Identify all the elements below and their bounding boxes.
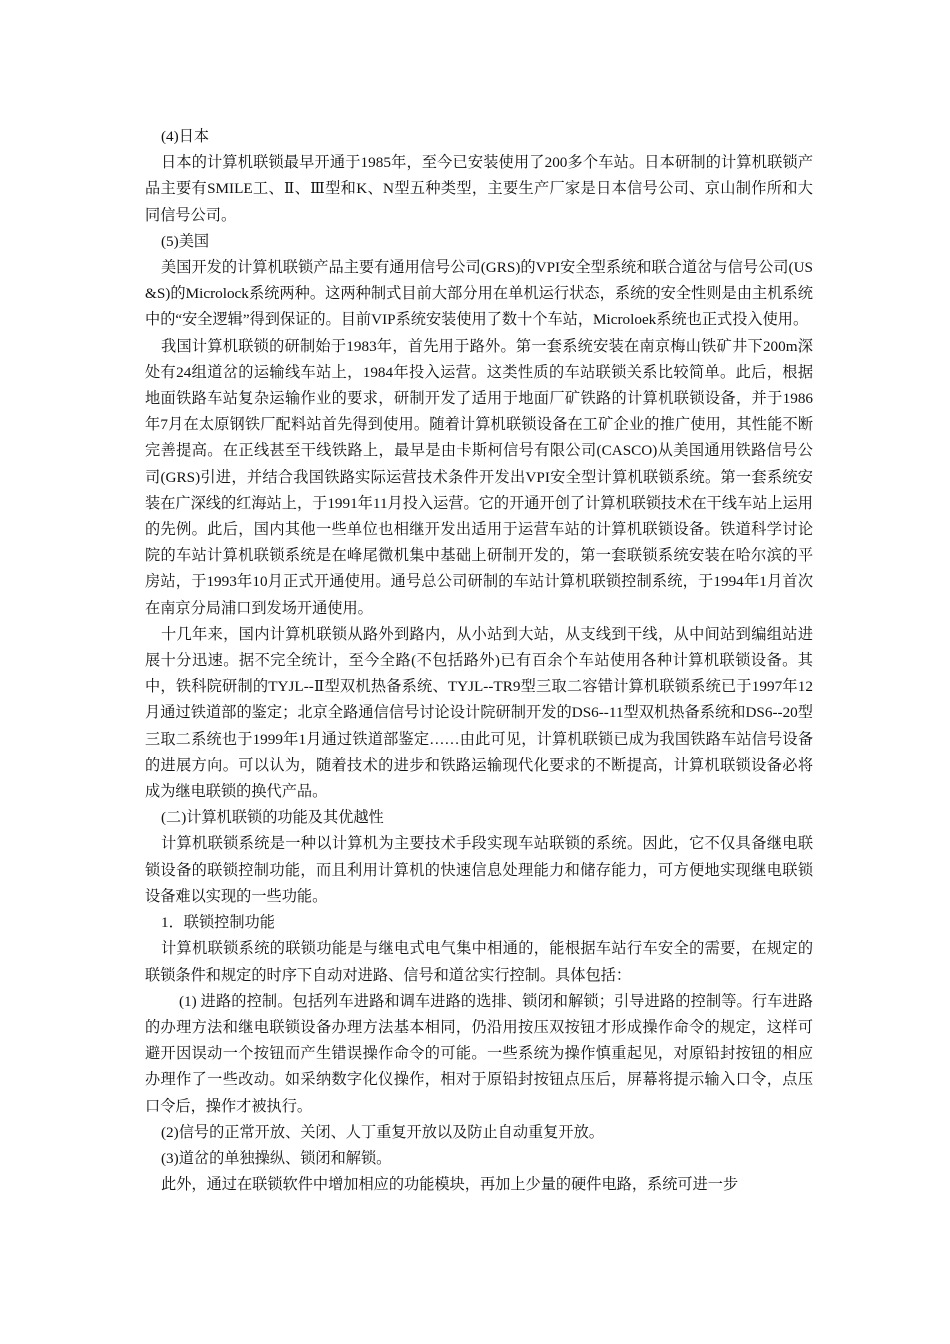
paragraph-functions-intro: 计算机联锁系统是一种以计算机为主要技术手段实现车站联锁的系统。因此，它不仅具备继电联锁设备的联锁控制功能，而且利用计算机的快速信息处理能力和储存能力，可方便地实现继电联锁设备难以实现的一些功能。 [145, 835, 813, 905]
section-heading-functions: (二)计算机联锁的功能及其优越性 [161, 809, 384, 827]
paragraph-japan: 日本的计算机联锁最早开通于1985年，至今已安装使用了200多个车站。日本研制的计算机联锁产品主要有SMILE工、Ⅱ、Ⅲ型和K、N型五种类型，主要生产厂家是日本信号公司、京山制作所和大同信号公司。 [145, 154, 813, 224]
paragraph-usa: 美国开发的计算机联锁产品主要有通用信号公司(GRS)的VPI安全型系统和联合道岔与信号公司(US&S)的Microlock系统两种。这两种制式目前大部分用在单机运行状态，系统的安全性则是由主机系统中的“安全逻辑”得到保证的。目前VIP系统安装使用了数十个车站，Microloek系统也正式投入使用。 [145, 259, 813, 329]
list-item-route-control: (1) 进路的控制。包括列车进路和调车进路的选排、锁闭和解锁；引导进路的控制等。行车进路的办理方法和继电联锁设备办理方法基本相同，仍沿用按压双按钮才形成操作命令的规定，这样可避开因误动一个按钮而产生错误操作命令的可能。一些系统为操作慎重起见，对原铅封按钮的相应办理作了一些改动。如采纳数字化仪操作，相对于原铅封按钮点压后，屏幕将提示输入口令，点压口令后，操作才被执行。 [145, 992, 813, 1115]
paragraph-china-history: 我国计算机联锁的研制始于1983年，首先用于路外。第一套系统安装在南京梅山铁矿井下200m深处有24组道岔的运输线车站上，1984年投入运营。这类性质的车站联锁关系比较简单。此后，根据地面铁路车站复杂运输作业的要求，研制开发了适用于地面厂矿铁路的计算机联锁设备，并于1986年7月在太原钢铁厂配料站首先得到使用。随着计算机联锁设备在工矿企业的推广使用，其性能不断完善提高。在正线甚至干线铁路上，最早是由卡斯柯信号有限公司(CASCO)从美国通用铁路信号公司(GRS)引进，并结合我国铁路实际运营技术条件开发出VPI安全型计算机联锁系统。第一套系统安装在广深线的红海站上，于1991年11月投入运营。它的开通开创了计算机联锁技术在干线车站上运用的先例。此后，国内其他一些单位也相继开发出适用于运营车站的计算机联锁设备。铁道科学讨论院的车站计算机联锁系统是在峰尾微机集中基础上研制开发的，第一套联锁系统安装在哈尔滨的平房站，于1993年10月正式开通使用。通号总公司研制的车站计算机联锁控制系统，于1994年1月首次在南京分局浦口到发场开通使用。 [145, 337, 813, 617]
paragraph-interlocking-control: 计算机联锁系统的联锁功能是与继电式电气集中相通的，能根据车站行车安全的需要，在规定的联锁条件和规定的时序下自动对进路、信号和道岔实行控制。具体包括： [145, 940, 813, 984]
paragraph-china-progress: 十几年来，国内计算机联锁从路外到路内，从小站到大站，从支线到干线，从中间站到编组站进展十分迅速。据不完全统计，至今全路(不包括路外)已有百余个车站使用各种计算机联锁设备。其中，铁科院研制的TYJL--Ⅱ型双机热备系统、TYJL--TR9型三取二容错计算机联锁系统已于1997年12月通过铁道部的鉴定；北京全路通信信号讨论设计院研制开发的DS6--11型双机热备系统和DS6--20型三取二系统也于1999年1月通过铁道部鉴定……由此可见，计算机联锁已成为我国铁路车站信号设备的进展方向。可以认为，随着技术的进步和铁路运输现代化要求的不断提高，计算机联锁设备必将成为继电联锁的换代产品。 [145, 625, 813, 801]
subheading-interlocking-control: 1．联锁控制功能 [161, 914, 275, 932]
section-heading-usa: (5)美国 [161, 232, 210, 250]
document-body [145, 124, 813, 1198]
list-item-signal-control: (2)信号的正常开放、关闭、人丁重复开放以及防止自动重复开放。 [161, 1123, 604, 1141]
list-item-switch-control: (3)道岔的单独操纵、锁闭和解锁。 [161, 1149, 392, 1167]
paragraph-additional-functions: 此外，通过在联锁软件中增加相应的功能模块，再加上少量的硬件电路，系统可进一步 [161, 1176, 739, 1194]
section-heading-japan: (4)日本 [161, 128, 210, 145]
